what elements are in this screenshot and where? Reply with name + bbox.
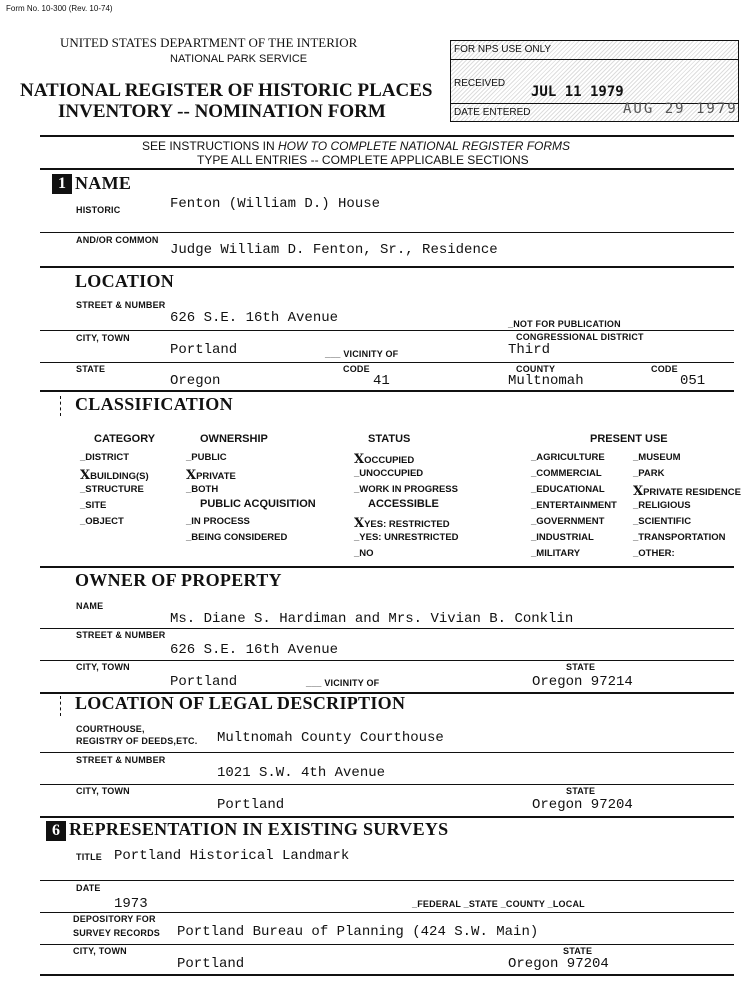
city-value: Portland — [170, 342, 238, 358]
form-title-line2: INVENTORY -- NOMINATION FORM — [58, 101, 386, 122]
owner-name-value: Ms. Diane S. Hardiman and Mrs. Vivian B. Conklin — [170, 611, 574, 627]
use-transportation: _TRANSPORTATION — [633, 532, 726, 543]
use-government: _GOVERNMENT — [531, 516, 605, 527]
congressional-district-value: Third — [508, 342, 551, 358]
depository-label-line1: DEPOSITORY FOR — [73, 914, 156, 924]
margin-mark-2 — [60, 696, 62, 716]
use-museum: _MUSEUM — [633, 452, 681, 463]
ownership-public: _PUBLIC — [186, 452, 227, 463]
category-structure: _STRUCTURE — [80, 484, 144, 495]
margin-mark — [60, 396, 62, 416]
county-value: Multnomah — [508, 373, 584, 389]
received-stamp: JUL 11 1979 — [531, 84, 624, 100]
accessible-heading: ACCESSIBLE — [368, 498, 439, 510]
category-district: _DISTRICT — [80, 452, 130, 463]
state-code-value: 41 — [373, 373, 390, 389]
depository-label-line2: SURVEY RECORDS — [73, 928, 160, 938]
county-label: COUNTY — [516, 364, 556, 374]
owner-city-label: CITY, TOWN — [76, 662, 130, 672]
use-park: _PARK — [633, 468, 665, 479]
owner-street-value: 626 S.E. 16th Avenue — [170, 642, 339, 658]
private-check-mark: X — [186, 468, 197, 483]
section-owner-heading: OWNER OF PROPERTY — [75, 570, 282, 590]
legal-state-label: STATE — [566, 786, 596, 796]
public-acquisition-heading: PUBLIC ACQUISITION — [200, 498, 316, 510]
survey-date-value: 1973 — [114, 896, 148, 912]
nps-use-box — [450, 40, 739, 122]
courthouse-value: Multnomah County Courthouse — [217, 730, 444, 746]
use-religious: _RELIGIOUS — [633, 500, 691, 511]
building-check-mark: X — [80, 468, 91, 483]
acquisition-being-considered: _BEING CONSIDERED — [186, 532, 288, 543]
section-legal-description-heading: LOCATION OF LEGAL DESCRIPTION — [75, 693, 406, 713]
survey-date-label: DATE — [76, 883, 101, 893]
owner-street-label: STREET & NUMBER — [76, 630, 166, 640]
courthouse-label-line2: REGISTRY OF DEEDS,ETC. — [76, 736, 198, 746]
use-other: _OTHER: — [633, 548, 675, 559]
owner-name-label: NAME — [76, 601, 104, 611]
service-name: NATIONAL PARK SERVICE — [170, 53, 308, 65]
status-work-in-progress: _WORK IN PROGRESS — [354, 484, 458, 495]
city-label: CITY, TOWN — [76, 333, 130, 343]
depository-value: Portland Bureau of Planning (424 S.W. Main) — [177, 924, 539, 940]
occupied-check-mark: X — [354, 452, 365, 467]
county-code-value: 051 — [680, 373, 706, 389]
congressional-district-label: CONGRESSIONAL DISTRICT — [516, 332, 644, 342]
form-title-line1: NATIONAL REGISTER OF HISTORIC PLACES — [20, 80, 433, 101]
section-name-heading: NAME — [75, 173, 132, 193]
date-entered-label: DATE ENTERED — [454, 107, 531, 118]
street-label: STREET & NUMBER — [76, 300, 166, 310]
owner-vicinity-label: ___ VICINITY OF — [306, 678, 380, 688]
state-value: Oregon — [170, 373, 221, 389]
survey-city-label: CITY, TOWN — [73, 946, 127, 956]
ownership-both: _BOTH — [186, 484, 219, 495]
access-yes-unrestricted: _YES: UNRESTRICTED — [354, 532, 459, 543]
county-code-label: CODE — [651, 364, 678, 374]
survey-state-label: STATE — [563, 946, 593, 956]
section-surveys-heading: REPRESENTATION IN EXISTING SURVEYS — [69, 819, 449, 839]
section-1-number: 1 — [52, 174, 72, 194]
category-object: _OBJECT — [80, 516, 124, 527]
legal-city-value: Portland — [217, 797, 285, 813]
instructions-line1: SEE INSTRUCTIONS IN HOW TO COMPLETE NATIONAL REGISTER FORMS — [142, 139, 571, 153]
legal-city-label: CITY, TOWN — [76, 786, 130, 796]
owner-state-label: STATE — [566, 662, 596, 672]
form-number: Form No. 10-300 (Rev. 10-74) — [6, 4, 113, 13]
state-label: STATE — [76, 364, 106, 374]
ownership-heading: OWNERSHIP — [200, 433, 268, 445]
owner-state-value: Oregon 97214 — [532, 674, 633, 690]
common-name-label: AND/OR COMMON — [76, 235, 159, 245]
survey-state-value: Oregon 97204 — [508, 956, 609, 972]
owner-city-value: Portland — [170, 674, 238, 690]
date-entered-stamp: AUG 29 1979 — [623, 101, 738, 117]
section-location-heading: LOCATION — [75, 271, 175, 291]
restricted-check-mark: X — [354, 516, 365, 531]
historic-label: HISTORIC — [76, 205, 121, 215]
survey-title-value: Portland Historical Landmark — [114, 848, 350, 864]
survey-levels: _FEDERAL _STATE _COUNTY _LOCAL — [412, 899, 585, 909]
department-name: UNITED STATES DEPARTMENT OF THE INTERIOR — [60, 35, 358, 50]
use-educational: _EDUCATIONAL — [531, 484, 605, 495]
not-for-publication: _NOT FOR PUBLICATION — [508, 319, 621, 329]
street-value: 626 S.E. 16th Avenue — [170, 310, 339, 326]
historic-name-value: Fenton (William D.) House — [170, 196, 381, 212]
use-agriculture: _AGRICULTURE — [531, 452, 605, 463]
section-6-number: 6 — [46, 821, 66, 841]
category-building: XBUILDING(S) — [80, 468, 149, 483]
courthouse-label-line1: COURTHOUSE, — [76, 724, 145, 734]
access-no: _NO — [354, 548, 374, 559]
acquisition-in-process: _IN PROCESS — [186, 516, 250, 527]
use-industrial: _INDUSTRIAL — [531, 532, 594, 543]
instructions-line2: TYPE ALL ENTRIES -- COMPLETE APPLICABLE SECTIONS — [197, 153, 529, 167]
category-heading: CATEGORY — [94, 433, 156, 445]
status-heading: STATUS — [368, 433, 411, 445]
vicinity-label: ___ VICINITY OF — [325, 349, 399, 359]
section-classification-heading: CLASSIFICATION — [75, 394, 233, 414]
ownership-private: XPRIVATE — [186, 468, 236, 483]
legal-street-value: 1021 S.W. 4th Avenue — [217, 765, 386, 781]
private-residence-check-mark: X — [633, 484, 644, 499]
legal-state-value: Oregon 97204 — [532, 797, 633, 813]
access-yes-restricted: XYES: RESTRICTED — [354, 516, 450, 531]
use-military: _MILITARY — [531, 548, 581, 559]
nps-use-label: FOR NPS USE ONLY — [454, 44, 552, 55]
status-occupied: XOCCUPIED — [354, 452, 415, 467]
category-site: _SITE — [80, 500, 107, 511]
use-private-residence: XPRIVATE RESIDENCE — [633, 484, 741, 499]
present-use-heading: PRESENT USE — [590, 433, 668, 445]
survey-title-label: TITLE — [76, 852, 102, 862]
common-name-value: Judge William D. Fenton, Sr., Residence — [170, 242, 498, 258]
received-label: RECEIVED — [454, 78, 506, 89]
status-unoccupied: _UNOCCUPIED — [354, 468, 424, 479]
legal-street-label: STREET & NUMBER — [76, 755, 166, 765]
use-entertainment: _ENTERTAINMENT — [531, 500, 617, 511]
state-code-label: CODE — [343, 364, 370, 374]
use-scientific: _SCIENTIFIC — [633, 516, 692, 527]
survey-city-value: Portland — [177, 956, 245, 972]
use-commercial: _COMMERCIAL — [531, 468, 602, 479]
